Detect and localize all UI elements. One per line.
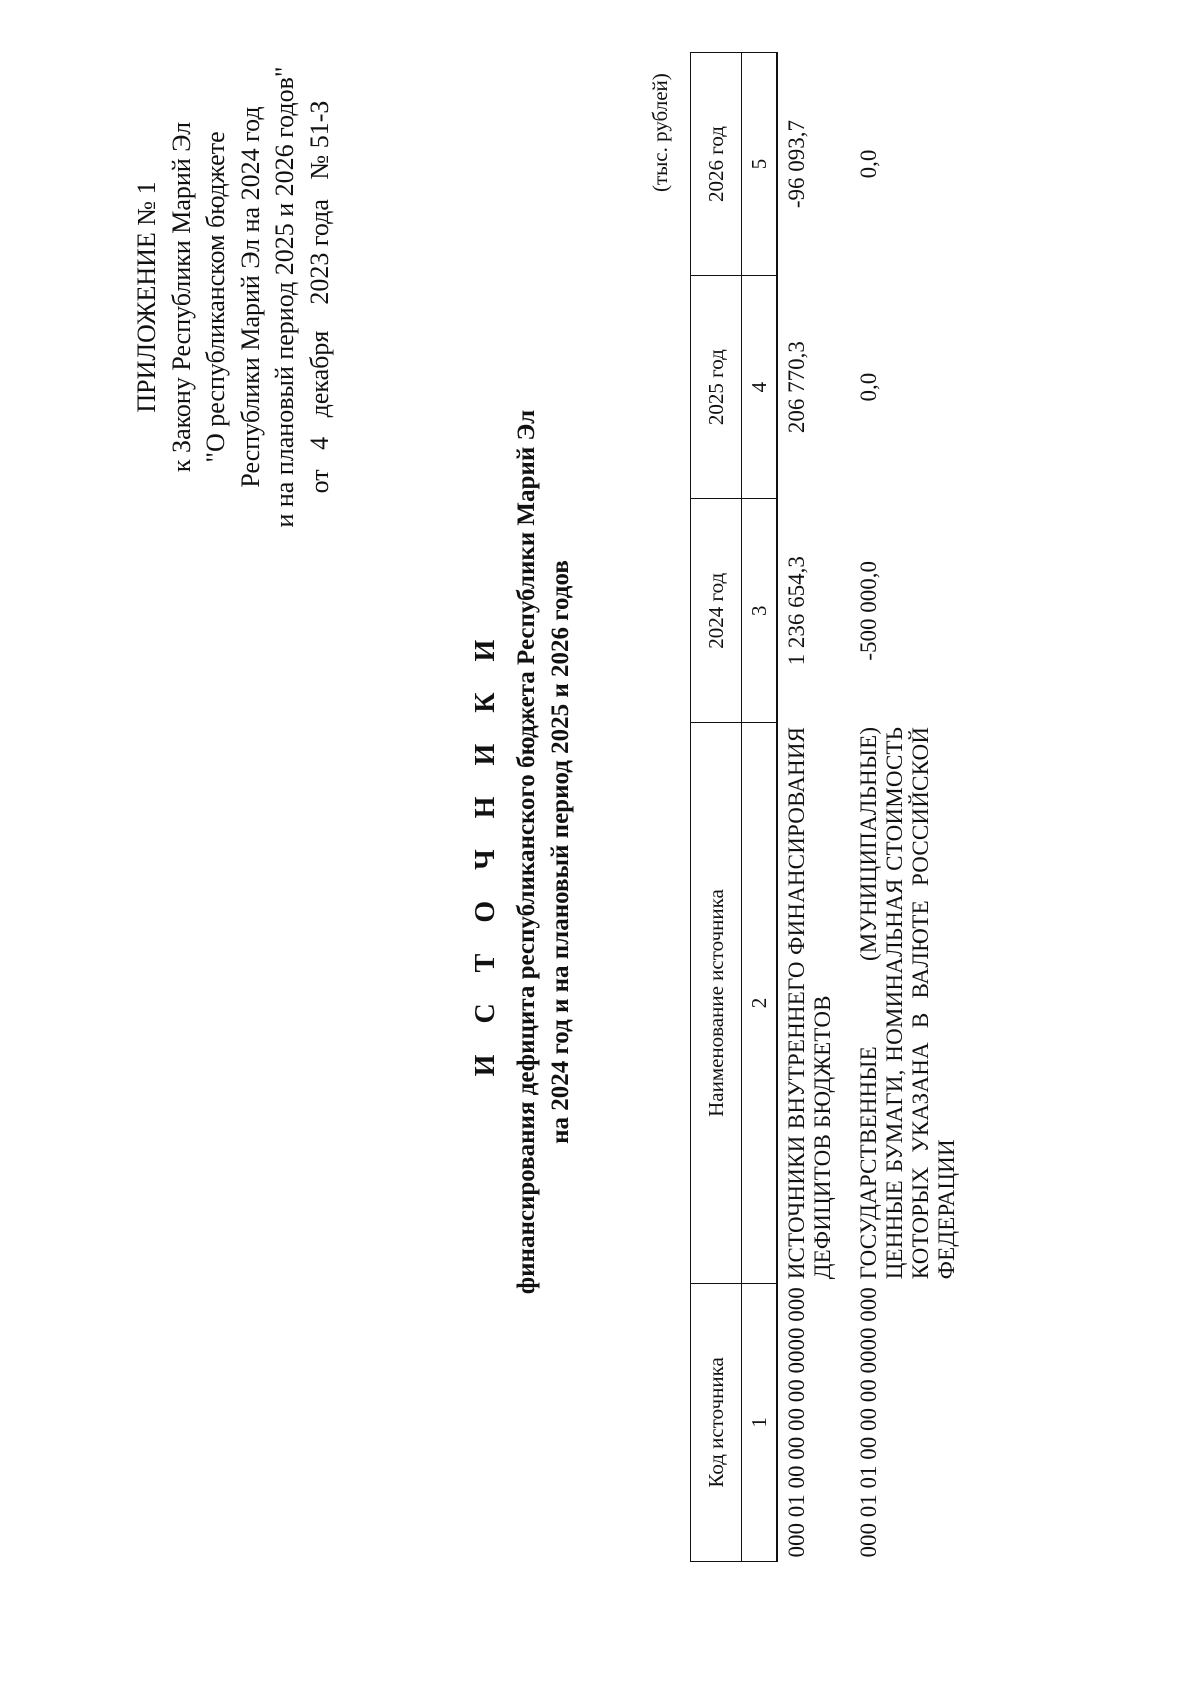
value-2025: 206 770,3 <box>784 341 809 434</box>
header-name: Наименование источника <box>691 723 742 1283</box>
sources-table <box>690 52 974 1562</box>
date-month: декабря <box>304 330 334 418</box>
table-header-row <box>691 53 742 1562</box>
source-code: 000 01 00 00 00 00 0000 000 <box>784 1287 809 1558</box>
date-prefix: от <box>304 469 334 494</box>
column-number: 1 <box>742 1283 778 1561</box>
column-number: 5 <box>742 53 778 276</box>
header-2025: 2025 год <box>691 276 742 499</box>
appendix-line-2: "О республиканском бюджете <box>201 131 230 463</box>
source-name: ГОСУДАРСТВЕННЫЕ (МУНИЦИПАЛЬНЫЕ) ЦЕННЫЕ БУМАГИ, НОМИНАЛЬНАЯ СТОИМОСТЬ КОТОРЫХ УКАЗАНА В ВАЛЮТЕ РОССИЙСКОЙ ФЕДЕРАЦИИ <box>856 726 959 1280</box>
value-2024: -500 000,0 <box>856 560 881 661</box>
table-row <box>777 53 850 1562</box>
date-day: 4 <box>304 436 334 450</box>
source-code: 000 01 01 00 00 00 0000 000 <box>856 1287 881 1558</box>
table-row <box>850 53 974 1562</box>
document-title-block <box>468 402 578 1302</box>
document-subtitle-line-2: на 2024 год и на плановый период 2025 и 2026 годов <box>547 560 574 1144</box>
document-subtitle-line-1: финансирования дефицита республиканского бюджета Республики Марий Эл <box>513 409 540 1295</box>
value-2025: 0,0 <box>856 372 881 402</box>
value-2026: 0,0 <box>856 149 881 179</box>
source-name: ИСТОЧНИКИ ВНУТРЕННЕГО ФИНАНСИРОВАНИЯ ДЕФИЦИТОВ БЮДЖЕТОВ <box>784 726 835 1280</box>
units-note: (тыс. рублей) <box>648 73 672 192</box>
header-2026: 2026 год <box>691 53 742 276</box>
appendix-line-4: и на плановый период 2025 и 2026 годов" <box>270 66 299 528</box>
appendix-header <box>130 47 337 547</box>
document-title: И С Т О Ч Н И К И <box>470 627 501 1077</box>
column-number: 3 <box>742 499 778 723</box>
column-number-row <box>742 53 778 1562</box>
appendix-line-3: Республики Марий Эл на 2024 год <box>235 106 265 488</box>
appendix-line-1: к Закону Республики Марий Эл <box>166 121 196 473</box>
column-number: 2 <box>742 723 778 1283</box>
appendix-title: ПРИЛОЖЕНИЕ № 1 <box>132 181 161 413</box>
value-2024: 1 236 654,3 <box>784 556 809 666</box>
value-2026: -96 093,7 <box>784 119 809 209</box>
column-number: 4 <box>742 276 778 499</box>
law-number: № 51-З <box>304 100 334 180</box>
header-2024: 2024 год <box>691 499 742 723</box>
appendix-date-line <box>303 47 338 547</box>
header-code: Код источника <box>691 1283 742 1561</box>
date-year: 2023 года <box>304 199 334 305</box>
